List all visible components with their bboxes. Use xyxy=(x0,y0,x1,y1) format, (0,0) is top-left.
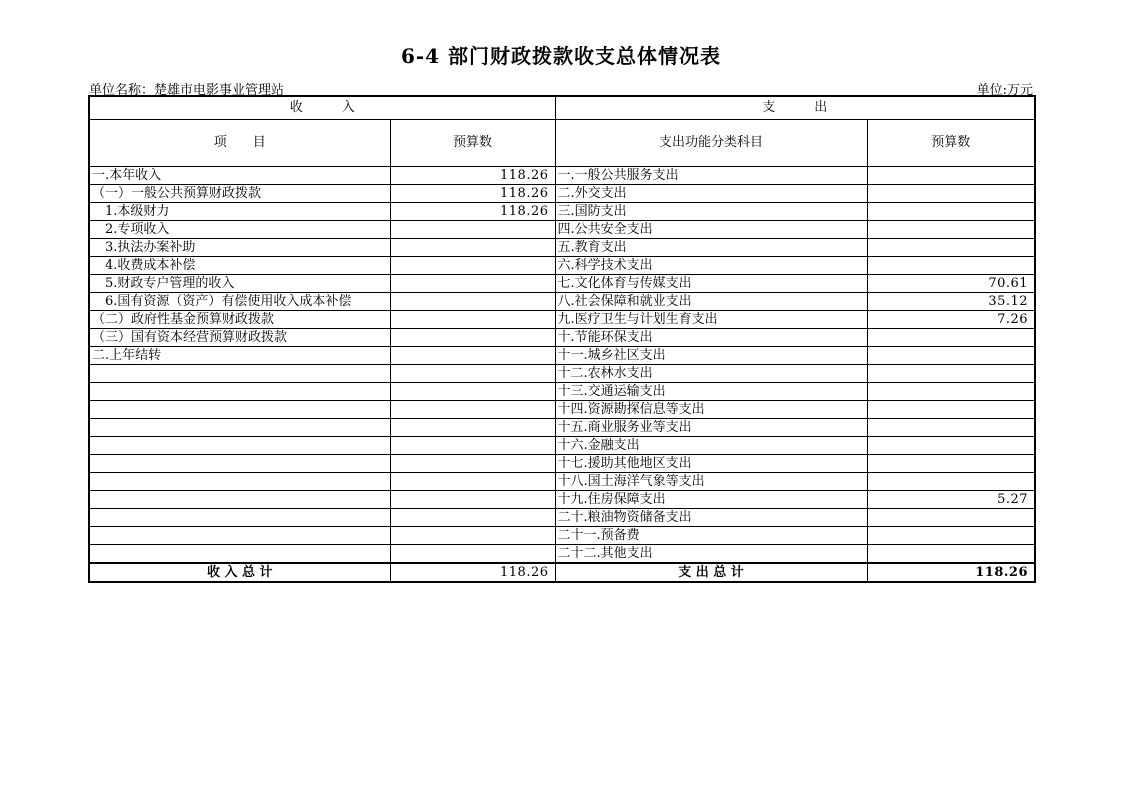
expense-value-cell: 7.26 xyxy=(867,311,1035,329)
expense-item-cell: 二十二.其他支出 xyxy=(555,545,867,564)
income-total-label: 收 入 总 计 xyxy=(89,563,390,582)
income-item-cell: （三）国有资本经营预算财政拨款 xyxy=(89,329,390,347)
table-row xyxy=(89,203,1035,221)
income-item-cell: 6.国有资源（资产）有偿使用收入成本补偿 xyxy=(89,293,390,311)
expense-item-cell: 十二.农林水支出 xyxy=(555,365,867,383)
income-value-cell xyxy=(390,455,555,473)
expense-budget-column-header: 预算数 xyxy=(867,120,1035,167)
expense-value-cell xyxy=(867,437,1035,455)
income-section-header: 收 入 xyxy=(89,96,555,120)
income-value-cell xyxy=(390,545,555,564)
income-item-cell: 1.本级财力 xyxy=(89,203,390,221)
income-item-cell xyxy=(89,509,390,527)
table-row xyxy=(89,365,1035,383)
column-header-row xyxy=(89,120,1035,167)
income-item-cell xyxy=(89,491,390,509)
income-item-cell: 一.本年收入 xyxy=(89,167,390,185)
income-item-cell: （二）政府性基金预算财政拨款 xyxy=(89,311,390,329)
table-row xyxy=(89,545,1035,564)
table-row xyxy=(89,383,1035,401)
expense-item-cell: 二十.粮油物资储备支出 xyxy=(555,509,867,527)
expense-item-cell: 十八.国土海洋气象等支出 xyxy=(555,473,867,491)
expense-value-cell xyxy=(867,455,1035,473)
income-value-cell xyxy=(390,437,555,455)
income-item-cell xyxy=(89,437,390,455)
table-row xyxy=(89,221,1035,239)
income-value-cell xyxy=(390,527,555,545)
table-row xyxy=(89,311,1035,329)
income-item-cell xyxy=(89,455,390,473)
expense-value-cell xyxy=(867,365,1035,383)
table-row xyxy=(89,185,1035,203)
expense-item-cell: 二.外交支出 xyxy=(555,185,867,203)
table-row xyxy=(89,275,1035,293)
currency-unit-label: 单位:万元 xyxy=(976,83,1033,98)
table-row xyxy=(89,491,1035,509)
expense-value-cell xyxy=(867,347,1035,365)
income-item-cell xyxy=(89,401,390,419)
table-row xyxy=(89,473,1035,491)
expense-item-cell: 一.一般公共服务支出 xyxy=(555,167,867,185)
income-value-cell xyxy=(390,509,555,527)
expense-item-cell: 四.公共安全支出 xyxy=(555,221,867,239)
income-item-cell: （一）一般公共预算财政拨款 xyxy=(89,185,390,203)
expense-item-cell: 十.节能环保支出 xyxy=(555,329,867,347)
table-row xyxy=(89,293,1035,311)
table-row xyxy=(89,329,1035,347)
section-header-row xyxy=(89,96,1035,120)
table-row xyxy=(89,509,1035,527)
expense-item-cell: 七.文化体育与传媒支出 xyxy=(555,275,867,293)
expense-value-cell xyxy=(867,401,1035,419)
income-value-cell xyxy=(390,257,555,275)
table-row xyxy=(89,455,1035,473)
income-value-cell: 118.26 xyxy=(390,185,555,203)
expense-item-cell: 六.科学技术支出 xyxy=(555,257,867,275)
expense-value-cell: 70.61 xyxy=(867,275,1035,293)
expense-value-cell xyxy=(867,203,1035,221)
unit-name-label: 单位名称：楚雄市电影事业管理站 xyxy=(89,83,285,98)
table-row xyxy=(89,239,1035,257)
income-value-cell xyxy=(390,275,555,293)
income-value-cell xyxy=(390,293,555,311)
expense-section-header: 支 出 xyxy=(555,96,1035,120)
income-value-cell xyxy=(390,401,555,419)
table-row xyxy=(89,401,1035,419)
expense-value-cell xyxy=(867,545,1035,564)
table-row xyxy=(89,347,1035,365)
income-value-cell xyxy=(390,221,555,239)
income-budget-column-header: 预算数 xyxy=(390,120,555,167)
income-value-cell xyxy=(390,329,555,347)
income-item-cell xyxy=(89,419,390,437)
item-column-header: 项 目 xyxy=(89,120,390,167)
category-column-header: 支出功能分类科目 xyxy=(555,120,867,167)
expense-item-cell: 十五.商业服务业等支出 xyxy=(555,419,867,437)
expense-value-cell xyxy=(867,329,1035,347)
expense-value-cell: 5.27 xyxy=(867,491,1035,509)
expense-value-cell: 35.12 xyxy=(867,293,1035,311)
expense-value-cell xyxy=(867,221,1035,239)
table-row xyxy=(89,527,1035,545)
expense-item-cell: 十七.援助其他地区支出 xyxy=(555,455,867,473)
expense-item-cell: 三.国防支出 xyxy=(555,203,867,221)
income-value-cell: 118.26 xyxy=(390,167,555,185)
expense-item-cell: 八.社会保障和就业支出 xyxy=(555,293,867,311)
expense-item-cell: 九.医疗卫生与计划生育支出 xyxy=(555,311,867,329)
expense-item-cell: 五.教育支出 xyxy=(555,239,867,257)
expense-item-cell: 十九.住房保障支出 xyxy=(555,491,867,509)
income-value-cell xyxy=(390,419,555,437)
table-row xyxy=(89,437,1035,455)
income-item-cell: 3.执法办案补助 xyxy=(89,239,390,257)
expense-value-cell xyxy=(867,239,1035,257)
expense-item-cell: 十六.金融支出 xyxy=(555,437,867,455)
income-item-cell xyxy=(89,545,390,564)
table-row xyxy=(89,167,1035,185)
expense-value-cell xyxy=(867,383,1035,401)
expense-value-cell xyxy=(867,473,1035,491)
table-row xyxy=(89,257,1035,275)
income-item-cell: 2.专项收入 xyxy=(89,221,390,239)
table-row xyxy=(89,419,1035,437)
expense-item-cell: 十三.交通运输支出 xyxy=(555,383,867,401)
expense-total-value: 118.26 xyxy=(867,563,1035,582)
income-value-cell: 118.26 xyxy=(390,203,555,221)
income-value-cell xyxy=(390,311,555,329)
budget-summary-table xyxy=(88,95,1036,583)
income-item-cell xyxy=(89,473,390,491)
expense-value-cell xyxy=(867,257,1035,275)
income-item-cell xyxy=(89,383,390,401)
income-value-cell xyxy=(390,239,555,257)
income-value-cell xyxy=(390,383,555,401)
income-value-cell xyxy=(390,491,555,509)
income-item-cell xyxy=(89,365,390,383)
expense-value-cell xyxy=(867,509,1035,527)
expense-value-cell xyxy=(867,419,1035,437)
expense-item-cell: 十四.资源勘探信息等支出 xyxy=(555,401,867,419)
expense-value-cell xyxy=(867,527,1035,545)
income-value-cell xyxy=(390,365,555,383)
income-item-cell: 4.收费成本补偿 xyxy=(89,257,390,275)
income-item-cell: 二.上年结转 xyxy=(89,347,390,365)
page-title: 6-4 部门财政拨款收支总体情况表 xyxy=(400,44,722,68)
expense-value-cell xyxy=(867,185,1035,203)
income-value-cell xyxy=(390,347,555,365)
expense-item-cell: 十一.城乡社区支出 xyxy=(555,347,867,365)
expense-item-cell: 二十一.预备费 xyxy=(555,527,867,545)
income-item-cell xyxy=(89,527,390,545)
expense-total-label: 支 出 总 计 xyxy=(555,563,867,582)
income-item-cell: 5.财政专户管理的收入 xyxy=(89,275,390,293)
totals-row xyxy=(89,563,1035,582)
income-total-value: 118.26 xyxy=(390,563,555,582)
expense-value-cell xyxy=(867,167,1035,185)
income-value-cell xyxy=(390,473,555,491)
